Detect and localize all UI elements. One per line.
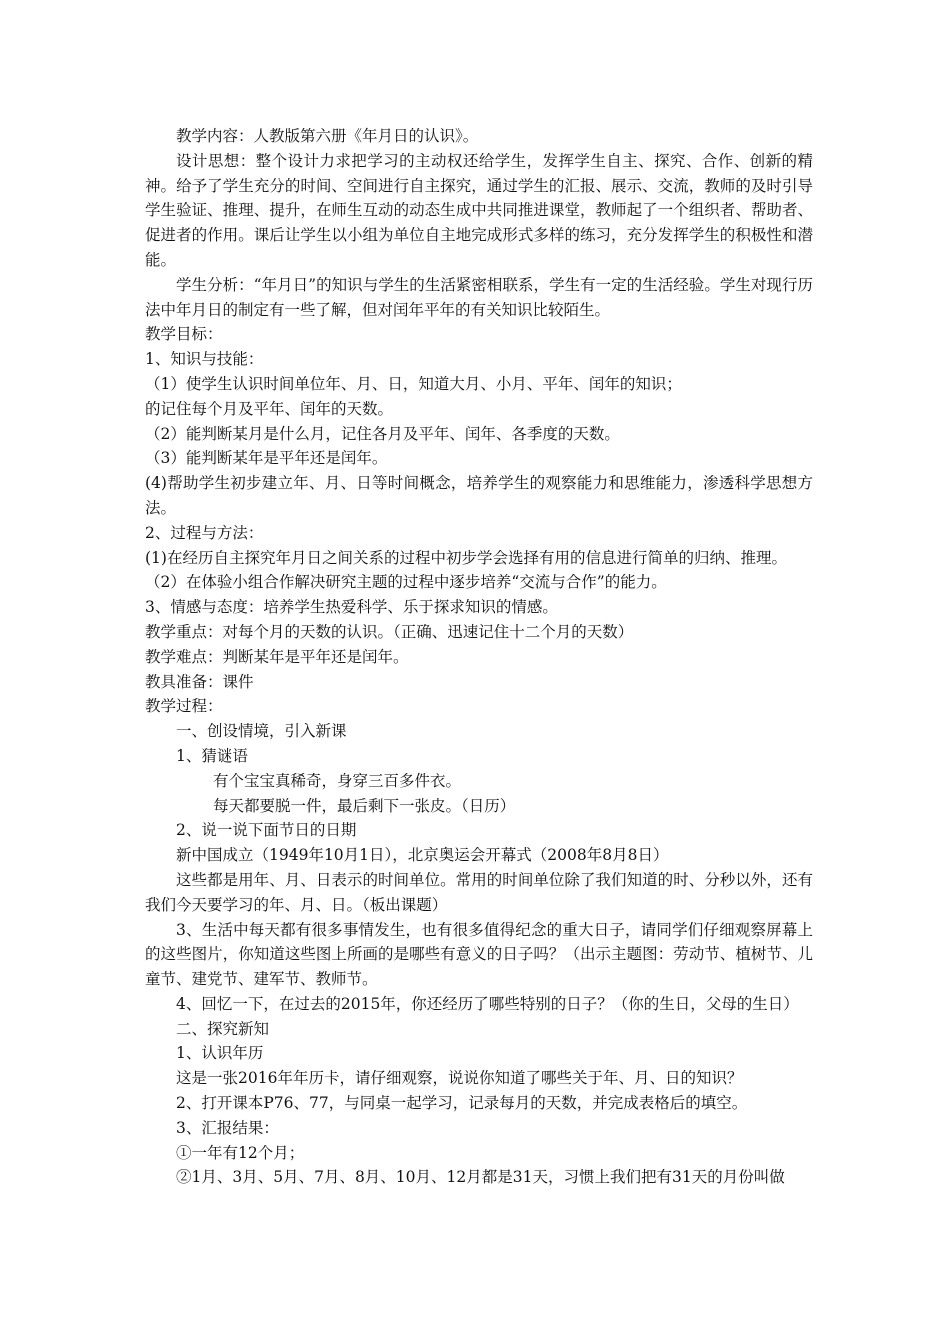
paragraph: 1、猜谜语 <box>176 746 248 765</box>
paragraph: （3）能判断某年是平年还是闰年。 <box>145 449 388 468</box>
paragraph: 这是一张2016年年历卡，请仔细观察，说说你知道了哪些关于年、月、日的知识？ <box>176 1069 743 1088</box>
document-body <box>145 124 813 1190</box>
paragraph: 2、过程与方法： <box>145 523 264 542</box>
paragraph: 教学过程： <box>145 697 223 716</box>
paragraph: 3、情感与态度：培养学生热爱科学、乐于探求知识的情感。 <box>145 598 558 617</box>
paragraph: (1)在经历自主探究年月日之间关系的过程中初步学会选择有用的信息进行简单的归纳、推理。 <box>145 548 787 567</box>
paragraph: 二、探究新知 <box>176 1019 270 1038</box>
paragraph: 每天都要脱一件，最后剩下一张皮。（日历） <box>213 796 516 815</box>
paragraph: 的记住每个月及平年、闰年的天数。 <box>145 399 394 418</box>
paragraph: 1、知识与技能： <box>145 350 264 369</box>
paragraph: （2）能判断某月是什么月，记住各月及平年、闰年、各季度的天数。 <box>145 424 620 443</box>
paragraph: ①一年有12个月； <box>176 1143 305 1162</box>
paragraph: 教学内容：人教版第六册《年月日的认识》。 <box>176 127 479 145</box>
paragraph: 1、认识年历 <box>176 1044 264 1063</box>
paragraph: 2、说一说下面节日的日期 <box>176 821 357 840</box>
paragraph: （1）使学生认识时间单位年、月、日，知道大月、小月、平年、闰年的知识； <box>145 374 682 393</box>
paragraph: （2）在体验小组合作解决研究主题的过程中逐步培养“交流与合作”的能力。 <box>145 573 667 592</box>
paragraph: 3、生活中每天都有很多事情发生，也有很多值得纪念的重大日子，请同学们仔细观察屏幕上的这些图片，你知道这些图上所画的是哪些有意义的日子吗？（出示主题图：劳动节、植树节、儿童节、建党节、建军节、教师节。 <box>145 920 813 989</box>
paragraph: 这些都是用年、月、日表示的时间单位。常用的时间单位除了我们知道的时、分秒以外，还有我们今天要学习的年、月、日。（板出课题） <box>145 870 813 914</box>
paragraph: 3、汇报结果： <box>176 1118 279 1137</box>
paragraph: 有个宝宝真稀奇，身穿三百多件衣。 <box>213 771 462 790</box>
paragraph: ②1月、3月、5月、7月、8月、10月、12月都是31天，习惯上我们把有31天的月份叫做 <box>176 1168 785 1187</box>
paragraph: 学生分析：“年月日”的知识与学生的生活紧密相联系，学生有一定的生活经验。学生对现行历法中年月日的制定有一些了解，但对闰年平年的有关知识比较陌生。 <box>145 275 813 319</box>
paragraph: 教学重点：对每个月的天数的认识。（正确、迅速记住十二个月的天数） <box>145 622 634 641</box>
paragraph: (4)帮助学生初步建立年、月、日等时间概念，培养学生的观察能力和思维能力，渗透科学思想方法。 <box>145 474 813 517</box>
paragraph: 设计思想：整个设计力求把学习的主动权还给学生，发挥学生自主、探究、合作、创新的精神。给予了学生充分的时间、空间进行自主探究，通过学生的汇报、展示、交流，教师的及时引导学生验证、推理、提升，在师生互动的动态生成中共同推进课堂，教师起了一个组织者、帮助者、促进者的作用。课后让学生以小组为单位自主地完成形式多样的练习，充分发挥学生的积极性和潜能。 <box>145 151 813 269</box>
paragraph: 教学难点：判断某年是平年还是闰年。 <box>145 647 409 666</box>
paragraph: 一、创设情境，引入新课 <box>176 722 347 741</box>
paragraph: 新中国成立（1949年10月1日），北京奥运会开幕式（2008年8月8日） <box>176 846 669 865</box>
paragraph: 教具准备：课件 <box>145 672 254 691</box>
paragraph: 教学目标： <box>145 325 223 344</box>
paragraph: 2、打开课本P76、77，与同桌一起学习，记录每月的天数，并完成表格后的填空。 <box>176 1094 748 1113</box>
paragraph: 4、回忆一下，在过去的2015年，你还经历了哪些特别的日子？（你的生日，父母的生日） <box>176 994 799 1013</box>
